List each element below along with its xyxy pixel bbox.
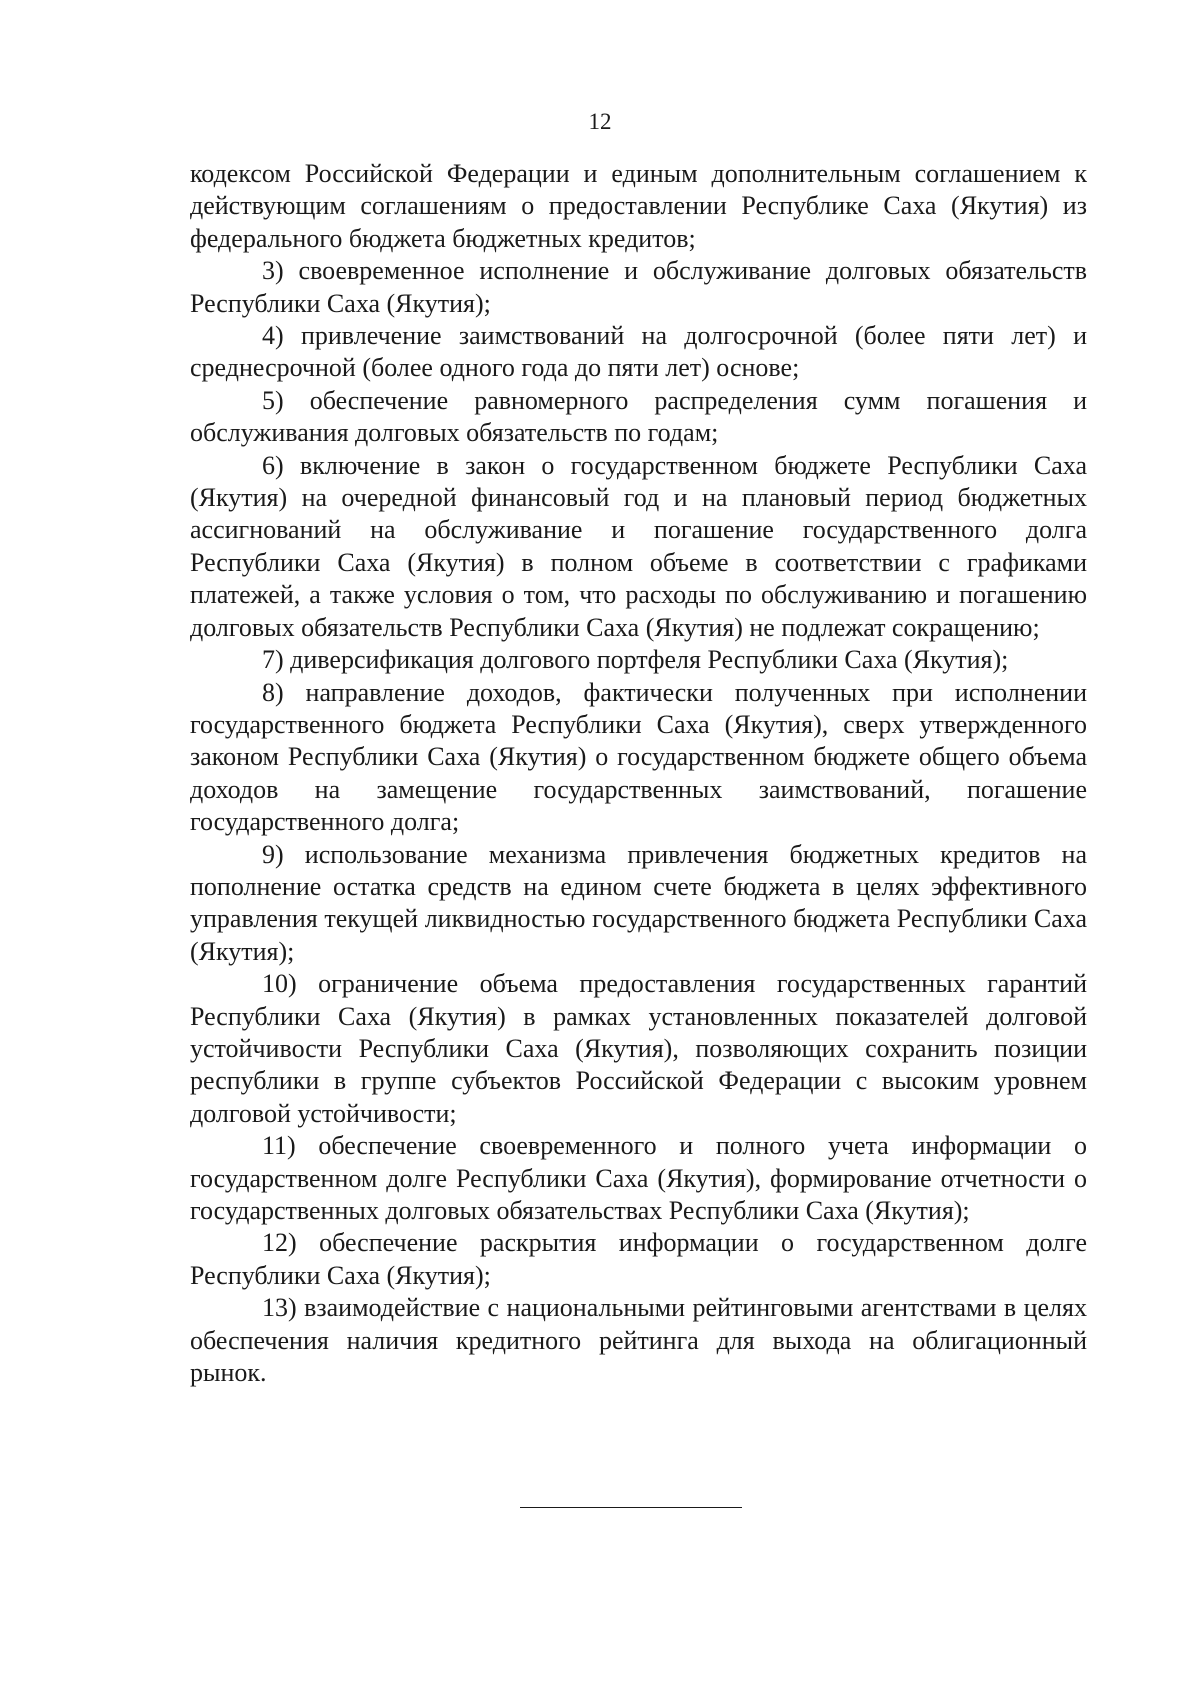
end-of-document-rule xyxy=(520,1507,742,1508)
page-number: 12 xyxy=(588,109,612,134)
list-item-4: 4) привлечение заимствований на долгосрочной (более пяти лет) и среднесрочной (более одного года до пяти лет) основе; xyxy=(190,321,1087,383)
paragraph-continuation: кодексом Российской Федерации и единым дополнительным соглашением к действующим соглашениям о предоставлении Республике Саха (Якутия) из федерального бюджета бюджетных кредитов; xyxy=(190,159,1087,253)
list-item-6: 6) включение в закон о государственном бюджете Республики Саха (Якутия) на очередной финансовый год и на плановый период бюджетных ассигнований на обслуживание и погашение государственного долга Республики Саха (Якутия) в полном объеме в соответствии с графиками платежей, а также условия о том, что расходы по обслуживанию и погашению долговых обязательств Республики Саха (Якутия) не подлежат сокращению; xyxy=(190,450,1087,642)
list-item-9: 9) использование механизма привлечения бюджетных кредитов на пополнение остатка средств на едином счете бюджета в целях эффективного управления текущей ликвидностью государственного бюджета Республики Саха (Якутия); xyxy=(190,839,1087,966)
list-item-11: 11) обеспечение своевременного и полного учета информации о государственном долге Республики Саха (Якутия), формирование отчетности о государственных долговых обязательствах Республики Саха (Якутия); xyxy=(190,1131,1087,1225)
list-item-5: 5) обеспечение равномерного распределения сумм погашения и обслуживания долговых обязательств по годам; xyxy=(190,385,1087,448)
list-item-3: 3) своевременное исполнение и обслуживание долговых обязательств Республики Саха (Якутия); xyxy=(190,256,1087,318)
list-item-12: 12) обеспечение раскрытия информации о государственном долге Республики Саха (Якутия); xyxy=(190,1228,1087,1290)
list-item-10: 10) ограничение объема предоставления государственных гарантий Республики Саха (Якутия) в рамках установленных показателей долговой устойчивости Республики Саха (Якутия), позволяющих сохранить позиции республики в группе субъектов Российской Федерации с высоким уровнем долговой устойчивости; xyxy=(190,969,1087,1128)
list-item-8: 8) направление доходов, фактически полученных при исполнении государственного бюджета Республики Саха (Якутия), сверх утвержденного законом Республики Саха (Якутия) о государственном бюджете общего объема доходов на замещение государственных заимствований, погашение государственного долга; xyxy=(190,677,1087,837)
list-item-7: 7) диверсификация долгового портфеля Республики Саха (Якутия); xyxy=(262,645,1009,675)
list-item-13: 13) взаимодействие с национальными рейтинговыми агентствами в целях обеспечения наличия кредитного рейтинга для выхода на облигационный рынок. xyxy=(190,1293,1087,1388)
document-body xyxy=(190,158,1087,1389)
